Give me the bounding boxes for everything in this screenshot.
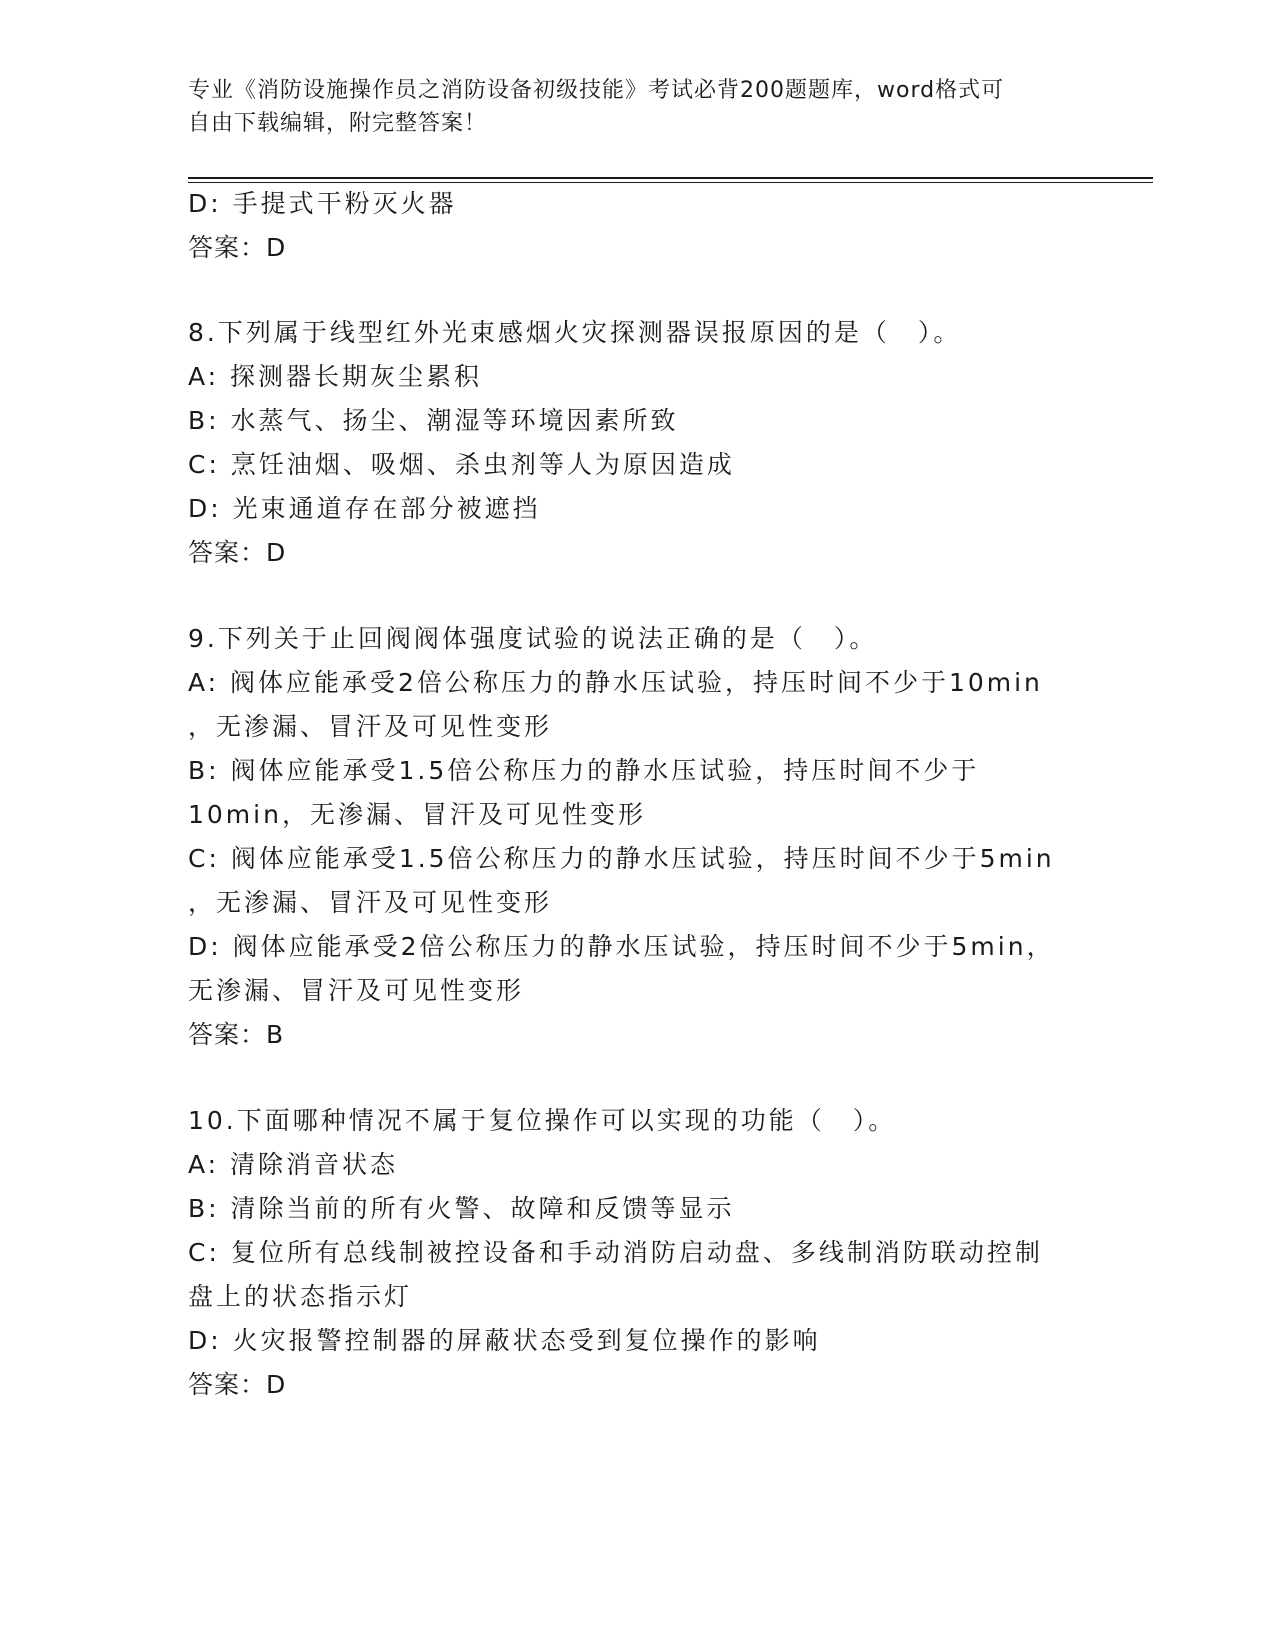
question-8-answer: 答案：D bbox=[188, 538, 287, 567]
question-10-option-a: A: 清除消音状态 bbox=[188, 1150, 399, 1179]
header-title-line-2: 自由下载编辑，附完整答案！ bbox=[188, 111, 488, 136]
question-10-option-c: C: 复位所有总线制被控设备和手动消防启动盘、多线制消防联动控制 bbox=[188, 1238, 1043, 1267]
question-8-stem: 8.下列属于线型红外光束感烟火灾探测器误报原因的是（ ）。 bbox=[188, 318, 962, 347]
question-10-stem: 10.下面哪种情况不属于复位操作可以实现的功能（ ）。 bbox=[188, 1106, 897, 1135]
question-9-option-c-cont: ，无渗漏、冒汗及可见性变形 bbox=[188, 888, 553, 917]
prev-question-answer: 答案：D bbox=[188, 233, 287, 262]
header-divider-thin bbox=[188, 182, 1153, 183]
question-9-stem: 9.下列关于止回阀阀体强度试验的说法正确的是（ ）。 bbox=[188, 624, 878, 653]
question-10-option-b: B: 清除当前的所有火警、故障和反馈等显示 bbox=[188, 1194, 735, 1223]
question-9-answer: 答案：B bbox=[188, 1020, 285, 1049]
question-9-option-b-cont: 10min，无渗漏、冒汗及可见性变形 bbox=[188, 800, 646, 829]
document-header bbox=[188, 74, 1088, 140]
question-10-option-c-cont: 盘上的状态指示灯 bbox=[188, 1282, 413, 1311]
question-9-option-a-cont: ，无渗漏、冒汗及可见性变形 bbox=[188, 712, 553, 741]
question-9-option-d-cont: 无渗漏、冒汗及可见性变形 bbox=[188, 976, 525, 1005]
question-9-option-b: B: 阀体应能承受1.5倍公称压力的静水压试验，持压时间不少于 bbox=[188, 756, 980, 785]
question-8-option-a: A: 探测器长期灰尘累积 bbox=[188, 362, 483, 391]
header-divider-thick bbox=[188, 177, 1153, 179]
prev-question-option-d: D: 手提式干粉灭火器 bbox=[188, 189, 457, 218]
question-8-option-b: B: 水蒸气、扬尘、潮湿等环境因素所致 bbox=[188, 406, 679, 435]
question-9-option-d: D: 阀体应能承受2倍公称压力的静水压试验，持压时间不少于5min， bbox=[188, 932, 1055, 961]
question-8-option-d: D: 光束通道存在部分被遮挡 bbox=[188, 494, 541, 523]
question-9-option-a: A: 阀体应能承受2倍公称压力的静水压试验，持压时间不少于10min bbox=[188, 668, 1043, 697]
question-9-option-c: C: 阀体应能承受1.5倍公称压力的静水压试验，持压时间不少于5min bbox=[188, 844, 1055, 873]
header-title-line-1: 专业《消防设施操作员之消防设备初级技能》考试必背200题题库，word格式可 bbox=[188, 78, 1005, 103]
question-8-option-c: C: 烹饪油烟、吸烟、杀虫剂等人为原因造成 bbox=[188, 450, 735, 479]
question-10-option-d: D: 火灾报警控制器的屏蔽状态受到复位操作的影响 bbox=[188, 1326, 821, 1355]
question-10-answer: 答案：D bbox=[188, 1370, 287, 1399]
